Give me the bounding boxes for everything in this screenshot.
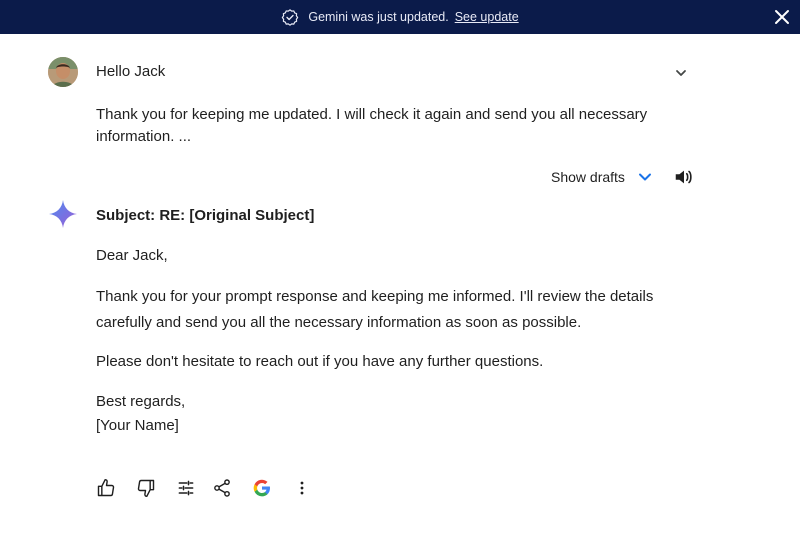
- show-drafts-button[interactable]: [551, 166, 653, 188]
- share-icon[interactable]: [210, 476, 234, 500]
- response-salutation: Dear Jack,: [96, 247, 168, 264]
- google-search-icon[interactable]: [250, 476, 274, 500]
- prompt-text: Thank you for keeping me updated. I will check it again and send you all necessary information. ...: [96, 106, 648, 145]
- see-update-link[interactable]: See update: [454, 10, 519, 24]
- response-paragraph: Thank you for your prompt response and keeping me informed. I'll review the details carefully and send you all the necessary information as soon as possible.: [96, 288, 654, 331]
- verified-check-icon: [281, 8, 299, 26]
- response-paragraph: Please don't hesitate to reach out if you have any further questions.: [96, 353, 544, 370]
- chevron-down-icon: [637, 169, 653, 185]
- more-options-icon[interactable]: [290, 476, 314, 500]
- banner-message: Gemini was just updated.: [308, 10, 449, 24]
- speaker-icon[interactable]: [673, 166, 695, 188]
- closing-line: Best regards,: [96, 393, 186, 410]
- chevron-down-icon[interactable]: [672, 64, 690, 82]
- gemini-spark-icon: [48, 199, 78, 229]
- thumbs-down-icon[interactable]: [134, 476, 158, 500]
- show-drafts-label: Show drafts: [551, 169, 625, 185]
- close-icon[interactable]: [772, 7, 792, 27]
- prompt-greeting: Hello Jack: [96, 63, 166, 80]
- modify-response-icon[interactable]: [174, 476, 198, 500]
- response-closing: [96, 390, 696, 438]
- signature: [Your Name]: [96, 417, 179, 434]
- avatar: [48, 57, 78, 87]
- response-subject: Subject: RE: [Original Subject]: [96, 207, 315, 224]
- thumbs-up-icon[interactable]: [94, 476, 118, 500]
- update-banner: [0, 0, 800, 34]
